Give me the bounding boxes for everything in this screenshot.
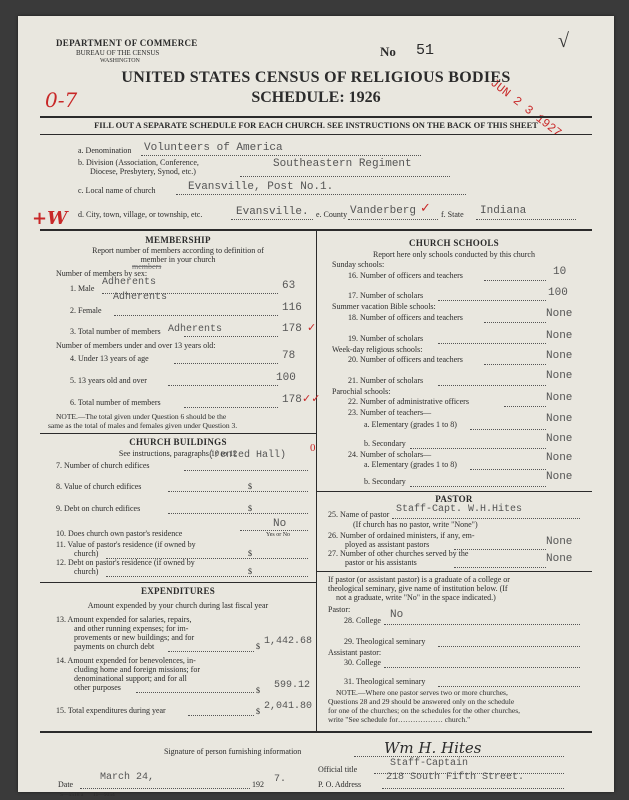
sunday-schools-label: Sunday schools: — [332, 260, 385, 269]
handwritten-code: 0-7 — [45, 88, 78, 112]
q14-line-1: 14. Amount expended for benevolences, in- — [56, 656, 196, 665]
official-title-label: Official title — [318, 765, 358, 774]
q18-label: 18. Number of officers and teachers — [348, 313, 463, 322]
q8-label: 8. Value of church edifices — [56, 482, 142, 491]
over-13-label: 5. 13 years old and over — [70, 376, 147, 385]
membership-intro-2: member in your church — [140, 255, 216, 264]
total-members-label: 3. Total number of members — [70, 327, 161, 336]
q22-value: None — [546, 392, 573, 404]
signature-value: Wm H. Hites — [384, 739, 482, 757]
under-13-label: 4. Under 13 years of age — [70, 354, 149, 363]
po-address-value: 218 South Fifth Street. — [386, 772, 525, 783]
q9-dollar: $ — [248, 504, 252, 513]
q25-note: (If church has no pastor, write "None") — [353, 520, 478, 529]
by-sex-label: Number of members by sex: — [56, 269, 148, 278]
parochial-schools-label: Parochial schools: — [332, 387, 391, 396]
yes-no-hint: Yes or No — [266, 532, 291, 538]
graduate-note-2: theological seminary, give name of institution below. (If — [328, 584, 508, 593]
q29-label: 29. Theological seminary — [344, 637, 426, 646]
pastor-note-2: Questions 28 and 29 should be answered only on the schedule — [328, 697, 515, 706]
q15-dollar: $ — [256, 707, 260, 716]
county-check: ✓ — [420, 200, 431, 215]
q24-label: 24. Number of scholars— — [348, 450, 432, 459]
membership-intro-1: Report number of members according to definition of — [92, 246, 264, 255]
q25-label: 25. Name of pastor — [328, 510, 390, 519]
q7-label: 7. Number of church edifices — [56, 461, 150, 470]
pastor-note-1: NOTE.—Where one pastor serves two or more churches, — [336, 688, 508, 697]
q18-value: None — [546, 308, 573, 320]
q15-value: 2,041.80 — [264, 701, 313, 712]
q13-line-2: and other running expenses; for im- — [74, 624, 189, 633]
female-label: 2. Female — [70, 306, 102, 315]
q9-label: 9. Debt on church edifices — [56, 504, 141, 513]
q13-line-1: 13. Amount expended for salaries, repairs, — [56, 615, 192, 624]
graduate-note-3: not a graduate, write "No" in the space indicated.) — [336, 593, 496, 602]
city-label: WASHINGTON — [100, 58, 140, 64]
membership-note-2: same as the total of males and females given under Question 3. — [48, 421, 238, 430]
membership-note-1: NOTE.—The total given under Question 6 should be the — [56, 412, 227, 421]
q14-line-4: other purposes — [74, 683, 121, 692]
q14-dollar: $ — [256, 686, 260, 695]
pastor-note-3: for one of the churches; on the schedules for the other churches, — [328, 706, 521, 715]
schedule-number-prefix: No — [380, 44, 396, 59]
q11-label: 11. Value of pastor's residence (if owned by — [56, 540, 196, 549]
q13-line-3: provements or new buildings; and for — [74, 633, 195, 642]
q24b-value: None — [546, 471, 573, 483]
q10-value: No — [273, 518, 287, 530]
q23-label: 23. Number of teachers— — [348, 408, 432, 417]
q12-dollar: $ — [248, 567, 252, 576]
city-town-label: d. City, town, village, or township, etc. — [78, 210, 203, 219]
q26-value: None — [546, 536, 573, 548]
census-schedule-form — [18, 16, 614, 798]
q17-label: 17. Number of scholars — [348, 291, 424, 300]
q20-label: 20. Number of officers and teachers — [348, 355, 463, 364]
assistant-edu-label: Assistant pastor: — [328, 648, 382, 657]
q26-line-1: 26. Number of ordained ministers, if any, em- — [328, 531, 475, 540]
total-members-count-2: 178 — [282, 394, 302, 406]
q23a-label: a. Elementary (grades 1 to 8) — [364, 420, 457, 429]
q26-line-2: ployed as assistant pastors — [345, 540, 430, 549]
q14-line-2: cluding home and foreign missions; for — [74, 665, 200, 674]
q23b-label: b. Secondary — [364, 439, 406, 448]
q16-value: 10 — [553, 266, 567, 278]
form-subtitle: SCHEDULE: 1926 — [251, 89, 381, 106]
bureau-label: BUREAU OF THE CENSUS — [76, 49, 160, 57]
local-name-label: c. Local name of church — [78, 186, 156, 195]
division-value: Southeastern Regiment — [273, 158, 412, 170]
q13-dollar: $ — [256, 642, 260, 651]
signature-label: Signature of person furnishing information — [164, 747, 302, 756]
pastor-note-4: write "See schedule for……………… church." — [328, 715, 471, 724]
pastor-edu-label: Pastor: — [328, 605, 351, 614]
q24a-label: a. Elementary (grades 1 to 8) — [364, 460, 457, 469]
instruction-banner: FILL OUT A SEPARATE SCHEDULE FOR EACH CHURCH. SEE INSTRUCTIONS ON THE BACK OF THIS SHEET — [94, 120, 538, 130]
over-13-count: 100 — [276, 372, 296, 384]
total-adherents-note: Adherents — [168, 324, 223, 335]
graduate-note-1: If pastor (or assistant pastor) is a graduate of a college or — [328, 575, 510, 584]
rented-circle-mark: 0 — [310, 442, 316, 454]
q13-line-4: payments on church debt — [74, 642, 155, 651]
q19-label: 19. Number of scholars — [348, 334, 424, 343]
q11-label-2: church) — [74, 549, 99, 558]
q11-dollar: $ — [248, 549, 252, 558]
form-code: S—5518 a 11—9054 — [60, 792, 115, 798]
total-members-label-2: 6. Total number of members — [70, 398, 161, 407]
q21-label: 21. Number of scholars — [348, 376, 424, 385]
q20-value: None — [546, 350, 573, 362]
county-value: Vanderberg — [350, 205, 417, 217]
q27-value: None — [546, 553, 573, 565]
year-value: 7. — [274, 774, 287, 785]
margin-mark: +W — [32, 208, 68, 229]
struck-word: members — [132, 262, 162, 271]
q14-value: 599.12 — [274, 680, 311, 691]
state-value: Indiana — [480, 205, 527, 217]
year-prefix: 192 — [252, 780, 264, 789]
check-mark: √ — [558, 30, 569, 52]
q23a-value: None — [546, 413, 573, 425]
schools-heading: CHURCH SCHOOLS — [409, 238, 499, 248]
expenditures-intro: Amount expended by your church during last fiscal year — [87, 601, 269, 610]
q28-value: No — [390, 609, 404, 621]
po-address-label: P. O. Address — [318, 780, 362, 789]
denomination-label: a. Denomination — [78, 146, 132, 155]
q24a-value: None — [546, 452, 573, 464]
buildings-intro: See instructions, paragraphs 10 to 12 — [118, 449, 238, 458]
expenditures-heading: EXPENDITURES — [140, 586, 216, 596]
age-heading: Number of members under and over 13 years old: — [56, 341, 216, 350]
pastor-heading: PASTOR — [435, 494, 473, 504]
department-label: DEPARTMENT OF COMMERCE — [56, 38, 198, 48]
q12-label-2: church) — [74, 567, 99, 576]
received-date-stamp: JUN 2 3 1927 — [487, 76, 565, 141]
q8-dollar: $ — [248, 482, 252, 491]
county-label: e. County — [316, 210, 348, 219]
male-count: 63 — [282, 280, 296, 292]
female-adherents-note: Adherents — [113, 292, 168, 303]
denomination-value: Volunteers of America — [144, 142, 283, 154]
q23b-value: None — [546, 433, 573, 445]
buildings-heading: CHURCH BUILDINGS — [129, 437, 227, 447]
vacation-schools-label: Summer vacation Bible schools: — [332, 302, 436, 311]
state-label: f. State — [441, 210, 464, 219]
q22-label: 22. Number of administrative officers — [348, 397, 469, 406]
female-count: 116 — [282, 302, 302, 314]
schedule-number: 51 — [416, 42, 435, 59]
male-label: 1. Male — [70, 284, 95, 293]
q27-line-1: 27. Number of other churches served by the — [328, 549, 469, 558]
q14-line-3: denominational support; and for all — [74, 674, 187, 683]
q17-value: 100 — [548, 287, 568, 299]
total-check-2: ✓✓ — [302, 393, 321, 405]
rented-hall-note: (rented Hall) — [208, 450, 287, 461]
pastor-name: Staff-Capt. W.H.Hites — [396, 504, 523, 515]
q30-label: 30. College — [344, 658, 381, 667]
q13-value: 1,442.68 — [264, 636, 313, 647]
under-13-count: 78 — [282, 350, 296, 362]
schools-intro: Report here only schools conducted by this church — [373, 250, 535, 259]
q15-label: 15. Total expenditures during year — [56, 706, 166, 715]
membership-heading: MEMBERSHIP — [145, 235, 211, 245]
q24b-label: b. Secondary — [364, 477, 406, 486]
q31-label: 31. Theological seminary — [344, 677, 426, 686]
city-town-value: Evansville. — [236, 206, 309, 218]
official-title-value: Staff-Captain — [390, 758, 469, 769]
q10-label: 10. Does church own pastor's residence — [56, 529, 183, 538]
male-adherents-note: Adherents — [102, 277, 157, 288]
q21-value: None — [546, 370, 573, 382]
total-check: ✓ — [307, 322, 317, 334]
local-name-value: Evansville, Post No.1. — [188, 181, 334, 193]
weekday-schools-label: Week-day religious schools: — [332, 345, 423, 354]
division-label: b. Division (Association, Conference, — [78, 158, 199, 167]
q19-value: None — [546, 330, 573, 342]
q27-line-2: pastor or his assistants — [345, 558, 417, 567]
date-label: Date — [58, 780, 74, 789]
q16-label: 16. Number of officers and teachers — [348, 271, 463, 280]
date-value: March 24, — [100, 772, 155, 783]
q12-label: 12. Debt on pastor's residence (if owned by — [56, 558, 195, 567]
q28-label: 28. College — [344, 616, 381, 625]
division-label-2: Diocese, Presbytery, Synod, etc.) — [90, 167, 196, 176]
form-title: UNITED STATES CENSUS OF RELIGIOUS BODIES — [121, 69, 511, 86]
total-members-count: 178 — [282, 323, 302, 335]
